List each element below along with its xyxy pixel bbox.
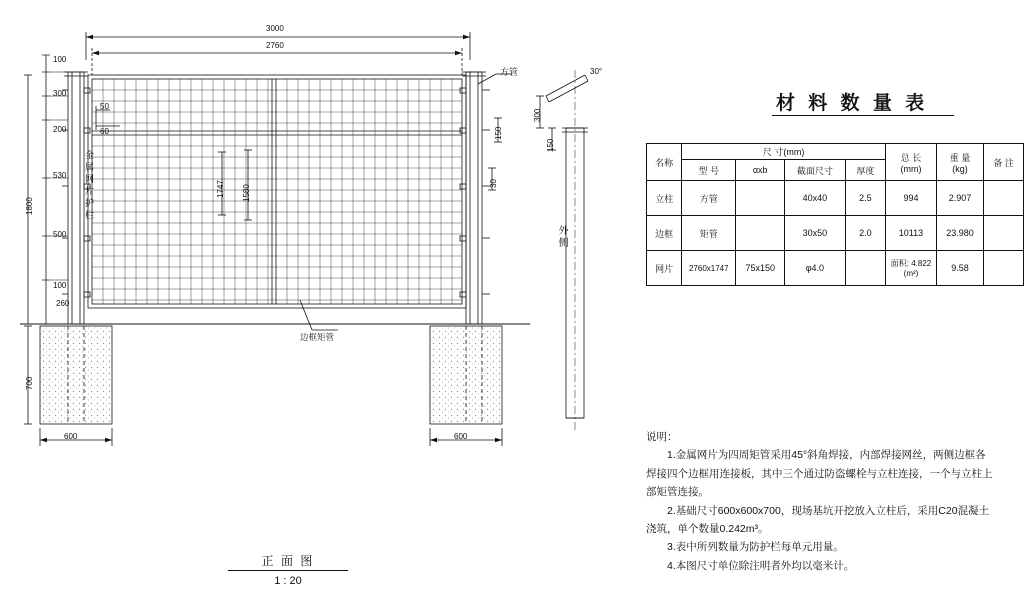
cell-section: 40x40 (785, 181, 846, 216)
th-total-length-line1: 总 长 (900, 152, 922, 163)
front-view-caption (228, 552, 348, 587)
th-weight (937, 144, 984, 181)
cell-weight: 23.980 (937, 216, 984, 251)
note-item-3: 3.表中所列数量为防护栏每单元用量。 (667, 541, 844, 554)
cell-weight: 9.58 (937, 251, 984, 286)
dim-inner-width: 2760 (266, 41, 284, 50)
callout-square-tube: 方管 (500, 67, 519, 77)
dim-panel-height: 1747 (216, 180, 225, 198)
dim-overall-width: 3000 (266, 24, 284, 33)
cell-thickness: 2.0 (845, 216, 885, 251)
table-header-row-1 (647, 144, 1024, 160)
cell-section: φ4.0 (785, 251, 846, 286)
th-section: 截面尺寸 (785, 160, 846, 181)
side-dim-top: 300 (533, 108, 542, 122)
cell-remark (984, 251, 1024, 286)
cell-remark (984, 181, 1024, 216)
dim-detail-30: 30 (489, 179, 498, 188)
cell-weight: 2.907 (937, 181, 984, 216)
dim-panel-height-2: 1580 (242, 184, 251, 202)
dim-detail-150: 150 (494, 126, 503, 140)
th-remark: 备 注 (984, 144, 1024, 181)
dim-post-base: 260 (56, 299, 70, 308)
dim-mesh-h1: 50 (100, 102, 109, 111)
cell-total-length: 面积: 4.822 (m²) (885, 251, 936, 286)
cell-total-length: 10113 (885, 216, 936, 251)
note-item-4: 4.本图尺寸单位除注明者外均以毫米计。 (667, 559, 855, 572)
side-dim-angle: 30° (590, 67, 603, 76)
side-view-label: 外侧 (556, 225, 567, 249)
dim-post-seg-5: 100 (53, 281, 67, 290)
th-weight-line2: (kg) (952, 163, 968, 174)
callout-vertical-fence-text: 金属网片护栏 (84, 150, 94, 222)
table-row (647, 251, 1024, 286)
cell-name: 网片 (647, 251, 682, 286)
dim-post-seg-3: 530 (53, 171, 67, 180)
th-model: 型 号 (682, 160, 736, 181)
material-table-title: 材 料 数 量 表 (776, 93, 929, 114)
cell-axb (736, 216, 785, 251)
dim-foundation-depth: 700 (25, 376, 34, 390)
th-total-length (885, 144, 936, 181)
th-total-length-line2: (mm) (900, 163, 922, 174)
cell-model: 矩管 (682, 216, 736, 251)
dim-mesh-h2: 60 (100, 127, 109, 136)
cell-thickness (845, 251, 885, 286)
th-axb: αxb (736, 160, 785, 181)
cell-name: 边框 (647, 216, 682, 251)
dim-foundation-width-right: 600 (454, 432, 468, 441)
dim-foundation-width-left: 600 (64, 432, 78, 441)
cell-axb (736, 181, 785, 216)
table-row (647, 181, 1024, 216)
dim-post-seg-1: 300 (53, 89, 67, 98)
front-view-scale: 1 : 20 (274, 575, 302, 587)
notes-block (646, 428, 996, 575)
th-weight-line1: 重 量 (949, 152, 971, 163)
material-table-title-underline (772, 115, 954, 116)
cell-axb: 75x150 (736, 251, 785, 286)
note-item-1: 1.金属网片为四周矩管采用45°斜角焊接，内部焊接网丝，两侧边框各焊接四个边框用连接板，其中三个通过防盗螺栓与立柱连接，一个与立柱上部矩管连接。 (646, 449, 993, 499)
th-thickness: 厚度 (845, 160, 885, 181)
notes-title: 说明： (646, 431, 678, 443)
dim-post-seg-4: 500 (53, 230, 67, 239)
dim-top-post: 100 (53, 55, 67, 64)
cell-model: 2760x1747 (682, 251, 736, 286)
th-name: 名称 (647, 144, 682, 181)
material-table (646, 143, 1024, 286)
dim-overall-height: 1800 (25, 197, 34, 215)
th-size-group: 尺 寸(mm) (682, 144, 886, 160)
cell-section: 30x50 (785, 216, 846, 251)
cell-model: 方管 (682, 181, 736, 216)
cell-total-length: 994 (885, 181, 936, 216)
side-dim-bottom: 150 (546, 138, 555, 152)
cell-name: 立柱 (647, 181, 682, 216)
note-item-2: 2.基础尺寸600x600x700，现场基坑开挖放入立柱后，采用C20混凝土浇筑，单个数量0.242m³。 (646, 504, 990, 535)
dim-post-seg-2: 200 (53, 125, 67, 134)
cell-remark (984, 216, 1024, 251)
callout-frame-tube: 边框矩管 (300, 332, 335, 342)
cell-thickness: 2.5 (845, 181, 885, 216)
table-row (647, 216, 1024, 251)
front-view-caption-title: 正 面 图 (228, 552, 348, 571)
